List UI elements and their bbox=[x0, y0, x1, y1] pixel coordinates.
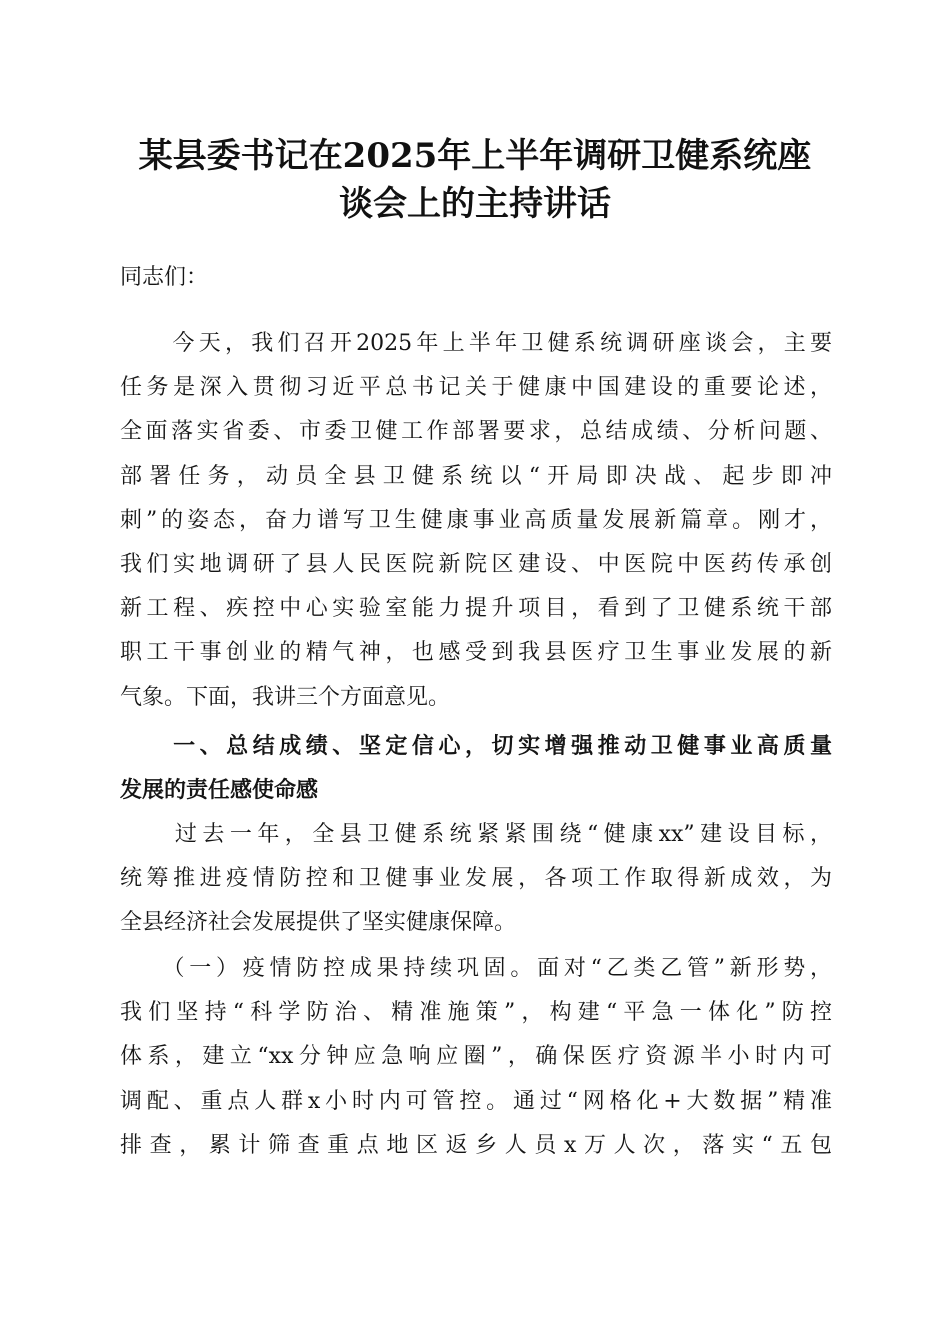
paragraph-line: 部署任务，动员全县卫健系统以“开局即决战、起步即冲 bbox=[120, 463, 832, 489]
paragraph-line: 调配、重点人群x小时内可管控。通过“网格化+大数据”精准 bbox=[120, 1088, 832, 1114]
paragraph-line: 新工程、疾控中心实验室能力提升项目，看到了卫健系统干部 bbox=[120, 596, 832, 622]
paragraph-line: 任务是深入贯彻习近平总书记关于健康中国建设的重要论述， bbox=[120, 375, 832, 401]
paragraph-epidemic bbox=[120, 947, 832, 1168]
paragraph-line: 排查，累计筛查重点地区返乡人员x万人次，落实“五包 bbox=[120, 1132, 832, 1158]
paragraph-line: 全县经济社会发展提供了坚实健康保障。 bbox=[120, 910, 517, 936]
paragraph-intro bbox=[120, 322, 832, 720]
greeting bbox=[120, 256, 832, 300]
paragraph-line: 过去一年，全县卫健系统紧紧围绕“健康xx”建设目标， bbox=[120, 822, 832, 847]
paragraph-line: 体系，建立“xx分钟应急响应圈”，确保医疗资源半小时内可 bbox=[120, 1044, 832, 1070]
paragraph-line: 全面落实省委、市委卫健工作部署要求，总结成绩、分析问题、 bbox=[120, 419, 832, 445]
paragraph-line: 职工干事创业的精气神，也感受到我县医疗卫生事业发展的新 bbox=[120, 640, 832, 666]
heading-line: 发展的责任感使命感 bbox=[120, 778, 319, 804]
paragraph-line: 我们坚持“科学防治、精准施策”，构建“平急一体化”防控 bbox=[120, 1000, 832, 1026]
title-line-1: 某县委书记在2025年上半年调研卫健系统座 bbox=[138, 136, 812, 176]
paragraph-line: （一）疫情防控成果持续巩固。面对“乙类乙管”新形势， bbox=[120, 956, 832, 981]
document-title bbox=[100, 132, 850, 228]
heading-line: 一、总结成绩、坚定信心，切实增强推动卫健事业高质量 bbox=[120, 734, 832, 759]
paragraph-line: 气象。下面，我讲三个方面意见。 bbox=[120, 684, 451, 710]
paragraph-line: 我们实地调研了县人民医院新院区建设、中医院中医药传承创 bbox=[120, 551, 832, 577]
paragraph-line: 今天，我们召开2025年上半年卫健系统调研座谈会，主要 bbox=[120, 331, 832, 356]
paragraph-summary bbox=[120, 813, 832, 946]
greeting-text: 同志们： bbox=[120, 265, 209, 290]
paragraph-line: 刺”的姿态，奋力谱写卫生健康事业高质量发展新篇章。刚才， bbox=[120, 507, 832, 533]
paragraph-line: 统筹推进疫情防控和卫健事业发展，各项工作取得新成效，为 bbox=[120, 866, 832, 892]
title-line-2: 谈会上的主持讲话 bbox=[339, 184, 611, 224]
section-heading-1 bbox=[120, 725, 832, 813]
